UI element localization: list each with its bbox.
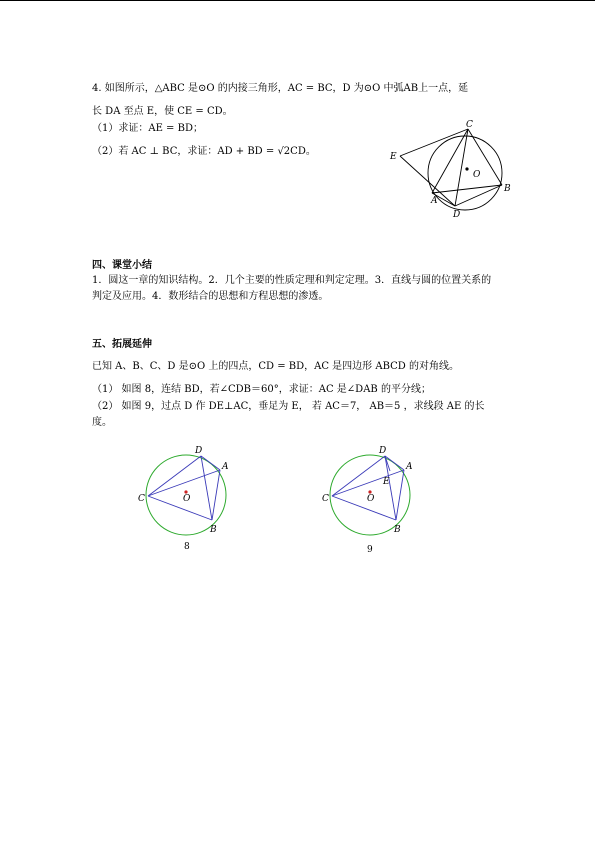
fig9-label-D: D [379, 446, 387, 456]
label-A: A [431, 196, 438, 206]
fig9-label-B: B [394, 525, 401, 535]
fig8-label-O: O [183, 494, 191, 504]
fig9-label-O: O [367, 494, 375, 504]
section5-q2: （2） 如图 9，过点 D 作 DE⊥AC，垂足为 E， 若 AC＝7， AB＝5 ，求线段 AE 的长 [92, 401, 485, 412]
figure-9 [316, 440, 421, 540]
section5-q2-cont: 度。 [92, 417, 112, 428]
problem4-line2: 长 DA 至点 E，使 CE = CD。 [92, 106, 233, 117]
fig8-label-B: B [210, 525, 217, 535]
problem4-part2: （2）若 AC ⊥ BC，求证：AD + BD = √2CD。 [92, 146, 316, 157]
section4-line1: 1．圆这一章的知识结构。2．几个主要的性质定理和判定定理。3．直线与圆的位置关系的 [92, 275, 492, 286]
fig9-label-A: A [406, 462, 413, 472]
fig8-label-C: C [138, 494, 145, 504]
section4-heading: 四、课堂小结 [92, 260, 152, 271]
label-B: B [504, 184, 511, 194]
fig9-label-E: E [383, 477, 390, 487]
section5-intro: 已知 A、B、C、D 是⊙O 上的四点，CD = BD，AC 是四边形 ABCD 的对角线。 [92, 361, 459, 372]
fig9-label-C: C [322, 494, 329, 504]
problem4-part1: （1）求证：AE = BD； [92, 123, 203, 134]
label-E: E [390, 152, 397, 162]
section5-heading: 五、拓展延伸 [92, 339, 152, 350]
fig8-label-D: D [195, 446, 203, 456]
figure-8 [132, 440, 237, 540]
figure9-caption: 9 [367, 545, 373, 555]
fig8-label-A: A [222, 462, 229, 472]
label-D: D [453, 210, 461, 220]
problem4-line1: 4. 如图所示，△ABC 是⊙O 的内接三角形，AC = BC，D 为⊙O 中弧AB上一点，延 [92, 83, 469, 94]
page-top-border [0, 0, 595, 1]
figure8-caption: 8 [184, 542, 190, 552]
section5-q1: （1） 如图 8，连结 BD，若∠CDB＝60°，求证：AC 是∠DAB 的平分线； [92, 384, 431, 395]
label-O: O [473, 170, 481, 180]
section4-line2: 判定及应用。4．数形结合的思想和方程思想的渗透。 [92, 291, 329, 302]
problem4-figure [385, 118, 515, 230]
label-C: C [466, 120, 473, 130]
